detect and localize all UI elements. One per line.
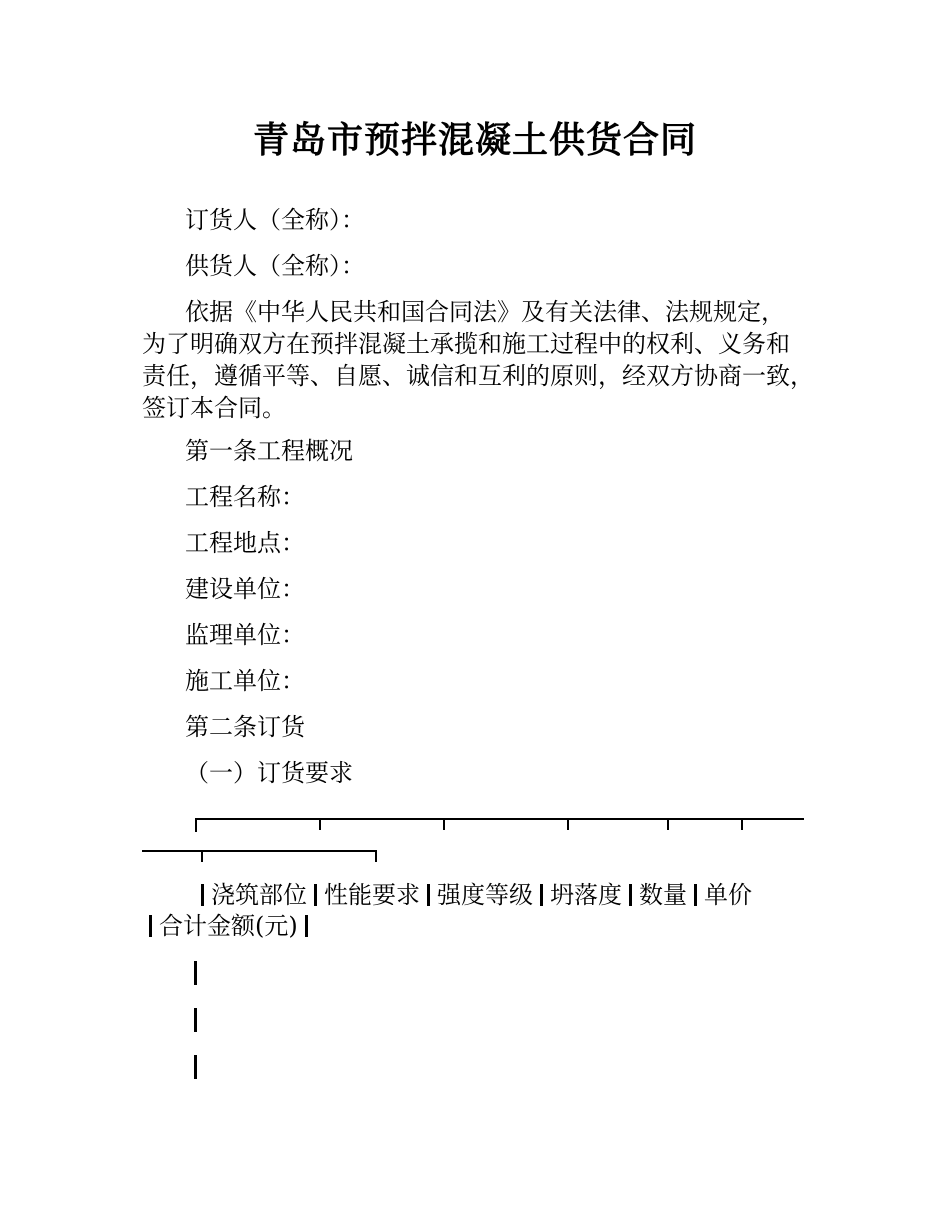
table-row-bar [194,961,197,985]
field-supervision-unit: 监理单位： [185,621,305,649]
col-total-amount: 合计金额(元) [159,912,298,940]
table-row-bar [194,1008,197,1032]
col-quantity: 数量 [639,881,687,909]
table-top-border [142,812,822,864]
intro-line: 依据《中华人民共和国合同法》及有关法律、法规规定， [185,298,785,326]
table-bar [694,884,697,906]
col-performance: 性能要求 [324,881,420,909]
table-bar [540,884,543,906]
col-slump: 坍落度 [550,881,622,909]
field-project-name: 工程名称： [185,483,305,511]
field-builder-unit: 施工单位： [185,667,305,695]
field-project-location: 工程地点： [185,529,305,557]
order-requirements-heading: （一）订货要求 [185,759,353,787]
col-pour-location: 浇筑部位 [211,881,307,909]
intro-line: 为了明确双方在预拌混凝土承揽和施工过程中的权利、义务和 [142,330,790,358]
intro-paragraph [142,296,842,424]
col-strength-grade: 强度等级 [437,881,533,909]
table-bar [149,915,152,937]
document-title: 青岛市预拌混凝土供货合同 [252,120,697,161]
table-bar [305,915,308,937]
intro-line: 责任，遵循平等、自愿、诚信和互利的原则，经双方协商一致， [142,362,814,390]
table-bar [427,884,430,906]
col-unit-price: 单价 [704,881,752,909]
table-bar [314,884,317,906]
article1-heading: 第一条工程概况 [185,437,353,465]
table-bar [629,884,632,906]
table-bar [201,884,204,906]
field-construction-unit: 建设单位： [185,575,305,603]
table-row-bar [194,1055,197,1079]
table-header-row [142,880,842,942]
article2-heading: 第二条订货 [185,713,305,741]
intro-line: 签订本合同。 [142,394,286,422]
supplier-label: 供货人（全称）： [185,252,365,280]
orderer-label: 订货人（全称）： [185,206,365,234]
